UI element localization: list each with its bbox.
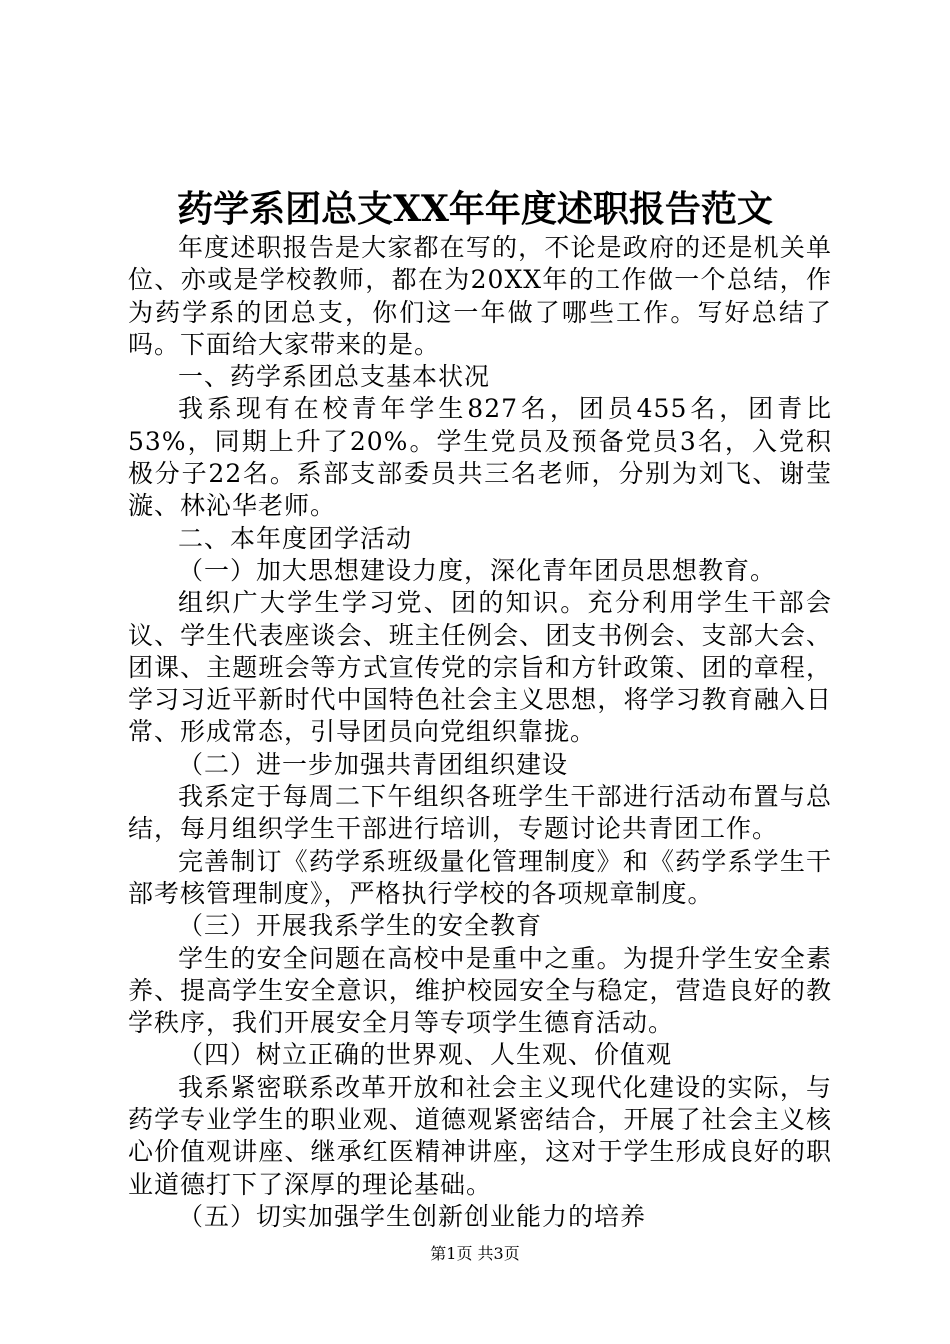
paragraph-intro: 年度述职报告是大家都在写的，不论是政府的还是机关单位、亦或是学校教师，都在为20XX年的工作做一个总结，作为药学系的团总支，你们这一年做了哪些工作。写好总结了吗。下面给大家带来的是。 xyxy=(128,233,832,359)
paragraph-organization-1: 我系定于每周二下午组织各班学生干部进行活动布置与总结，每月组织学生干部进行培训，专题讨论共青团工作。 xyxy=(128,782,832,844)
subheading-organization: （二）进一步加强共青团组织建设 xyxy=(178,749,569,779)
paragraph-ideology: 组织广大学生学习党、团的知识。充分利用学生干部会议、学生代表座谈会、班主任例会、团支书例会、支部大会、团课、主题班会等方式宣传党的宗旨和方针政策、团的章程，学习习近平新时代中国特色社会主义思想，将学习教育融入日常、形成常态，引导团员向党组织靠拢。 xyxy=(128,588,832,747)
subheading-innovation: （五）切实加强学生创新创业能力的培养 xyxy=(178,1201,647,1231)
heading-annual-activities: 二、本年度团学活动 xyxy=(178,523,413,553)
heading-basic-status: 一、药学系团总支基本状况 xyxy=(178,362,491,392)
paragraph-organization-2: 完善制订《药学系班级量化管理制度》和《药学系学生干部考核管理制度》，严格执行学校的各项规章制度。 xyxy=(128,846,832,908)
paragraph-basic-status: 我系现有在校青年学生827名，团员455名，团青比53%，同期上升了20%。学生党员及预备党员3名，入党积极分子22名。系部支部委员共三名老师，分别为刘飞、谢莹漩、林沁华老师。 xyxy=(128,394,832,521)
subheading-safety: （三）开展我系学生的安全教育 xyxy=(178,911,543,941)
subheading-ideology: （一）加大思想建设力度，深化青年团员思想教育。 xyxy=(178,555,777,585)
document-body xyxy=(128,232,832,1233)
document-title: 药学系团总支XX年年度述职报告范文 xyxy=(177,188,773,230)
paragraph-safety: 学生的安全问题在高校中是重中之重。为提升学生安全素养、提高学生安全意识，维护校园安全与稳定，营造良好的教学秩序，我们开展安全月等专项学生德育活动。 xyxy=(128,943,832,1038)
paragraph-values: 我系紧密联系改革开放和社会主义现代化建设的实际，与药学专业学生的职业观、道德观紧密结合，开展了社会主义核心价值观讲座、继承红医精神讲座，这对于学生形成良好的职业道德打下了深厚的理论基础。 xyxy=(128,1072,832,1199)
page-footer: 第1页 共3页 xyxy=(430,1244,520,1263)
subheading-values: （四）树立正确的世界观、人生观、价值观 xyxy=(178,1040,673,1070)
